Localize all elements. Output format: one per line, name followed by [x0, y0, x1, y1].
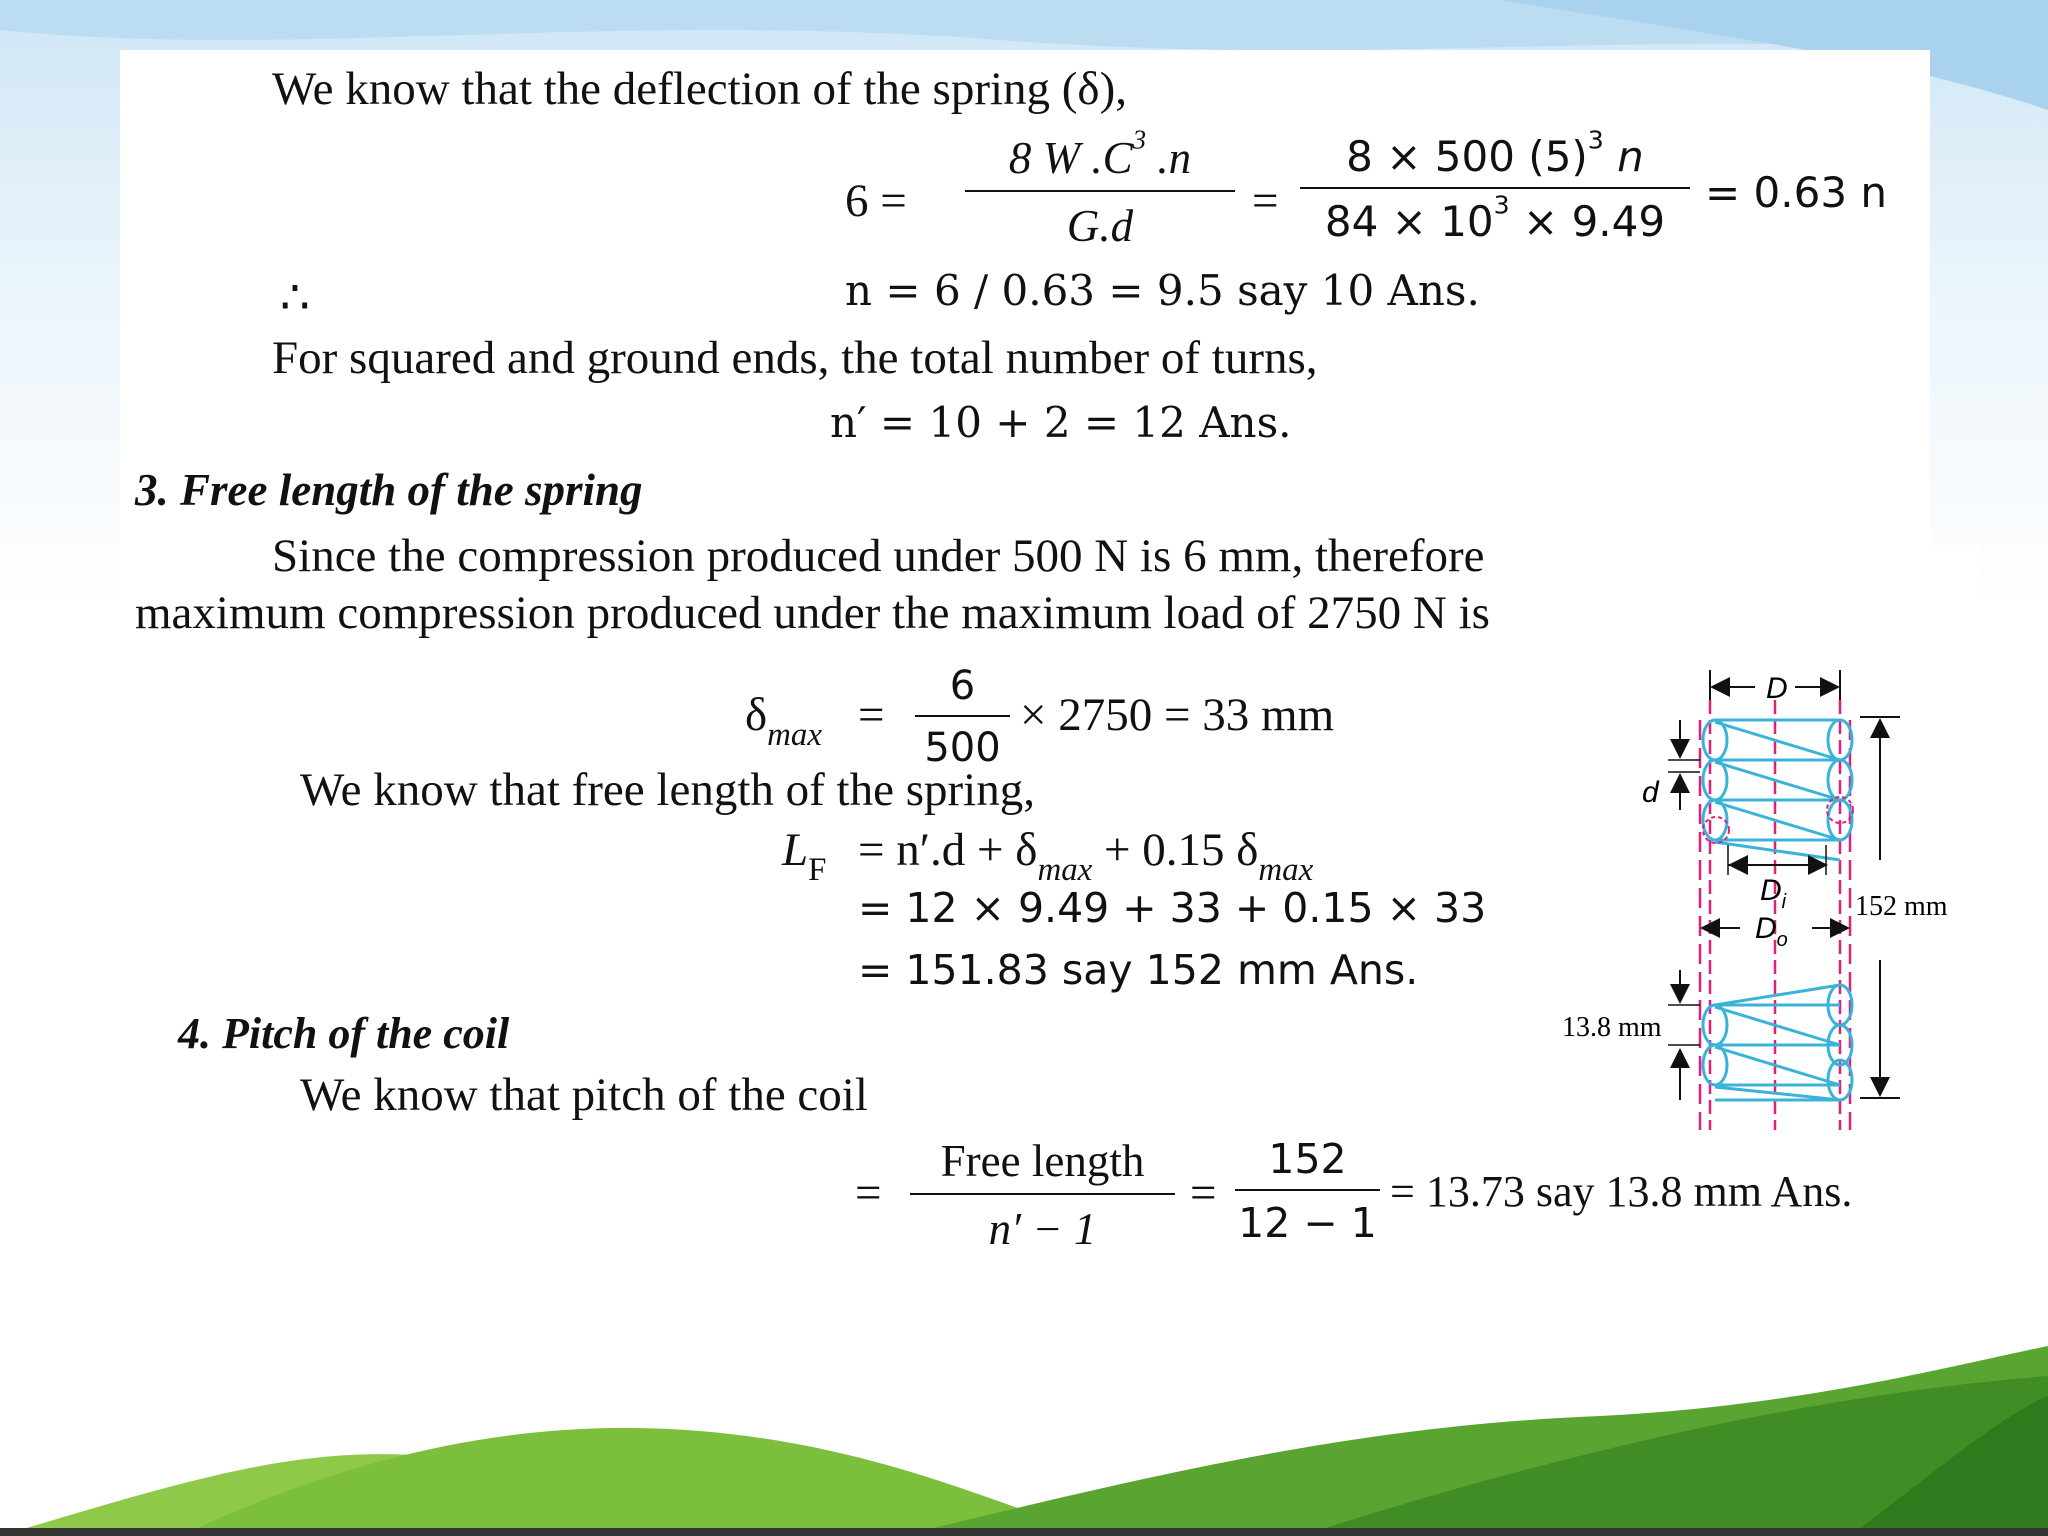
- pitch-intro: We know that pitch of the coil: [300, 1069, 868, 1121]
- eq1-lhs-value: 6: [845, 175, 869, 227]
- eq6-f1-denominator: n′ − 1: [988, 1204, 1097, 1254]
- eq6-f1-numerator: Free length: [940, 1136, 1145, 1186]
- eq6-fraction-1: [910, 1135, 1175, 1255]
- eq6-equals-2: =: [1190, 1167, 1217, 1219]
- Do-label: $D_o$: [1755, 912, 1788, 951]
- eq1-fraction-1: [965, 124, 1235, 252]
- eq6-equals: =: [855, 1167, 882, 1219]
- eq4-equals: =: [858, 689, 885, 741]
- fraction-bar: [910, 1193, 1175, 1195]
- eq1-f2-numerator: 8 × 500 $(5)^3$ n: [1346, 125, 1644, 181]
- eq1-f2-denominator: $84 \times 10^3 \times 9.49$: [1324, 190, 1666, 246]
- spring-diagram: [1550, 660, 1970, 1140]
- eq6-f2-numerator: 152: [1268, 1135, 1347, 1183]
- deflection-intro: We know that the deflection of the spring (δ),: [272, 63, 1127, 115]
- fraction-bar: [1300, 187, 1690, 189]
- compression-para-line2: maximum compression produced under the maximum load of 2750 N is: [135, 587, 1490, 639]
- turns-equation: n = 6 / 0.63 = 9.5 say 10 Ans.: [845, 266, 1480, 315]
- d-label: d: [1642, 776, 1659, 809]
- fraction-bar: [965, 190, 1235, 192]
- D-label: D: [1766, 672, 1788, 705]
- eq4-denominator: 500: [924, 725, 1001, 771]
- eq1-f1-denominator: G.d: [1066, 201, 1134, 251]
- free-length-line3: = 151.83 say 152 mm Ans.: [858, 946, 1419, 994]
- length-label: 152 mm: [1855, 891, 1948, 922]
- delta-max-lhs: $\delta_{max}$: [745, 689, 822, 753]
- eq6-f2-denominator: 12 − 1: [1238, 1199, 1377, 1247]
- total-turns-equation: n′ = 10 + 2 = 12 Ans.: [830, 398, 1292, 447]
- eq1-lhs: 6 =: [845, 175, 907, 227]
- free-length-lhs: $L_F$: [782, 824, 827, 888]
- eq1-equals: =: [1252, 175, 1279, 227]
- fraction-bar: [915, 715, 1010, 717]
- green-hills-decoration: [0, 1306, 2048, 1536]
- eq1-result: = 0.63 n: [1705, 168, 1888, 217]
- Di-label: $D_i$: [1760, 874, 1787, 913]
- lower-coil: [1703, 985, 1852, 1100]
- fraction-bar: [1235, 1189, 1380, 1191]
- free-length-line1: = $n'.d + \delta_{max} + 0.15$ $\delta_{max}$: [858, 824, 1314, 888]
- heading-pitch: 4. Pitch of the coil: [178, 1009, 510, 1058]
- eq1-fraction-2: [1300, 125, 1690, 246]
- heading-free-length: 3. Free length of the spring: [135, 465, 643, 515]
- eq6-fraction-2: [1235, 1135, 1380, 1247]
- free-length-intro: We know that free length of the spring,: [300, 764, 1035, 816]
- eq4-result: × 2750 = 33 mm: [1020, 689, 1335, 741]
- eq4-numerator: 6: [949, 663, 976, 709]
- eq1-f1-numerator: 8 W $.C^3$ .n: [1008, 124, 1192, 183]
- free-length-line2: = 12 × 9.49 + 33 + 0.15 × 33: [858, 884, 1487, 932]
- pitch-label: 13.8 mm: [1562, 1012, 1662, 1043]
- compression-para-line1: Since the compression produced under 500 N is 6 mm, therefore: [272, 530, 1485, 582]
- therefore-symbol: ∴: [280, 272, 310, 324]
- eq6-result: = 13.73 say 13.8 mm Ans.: [1390, 1167, 1853, 1216]
- eq4-fraction: [915, 663, 1010, 771]
- squared-ends-text: For squared and ground ends, the total number of turns,: [272, 332, 1318, 384]
